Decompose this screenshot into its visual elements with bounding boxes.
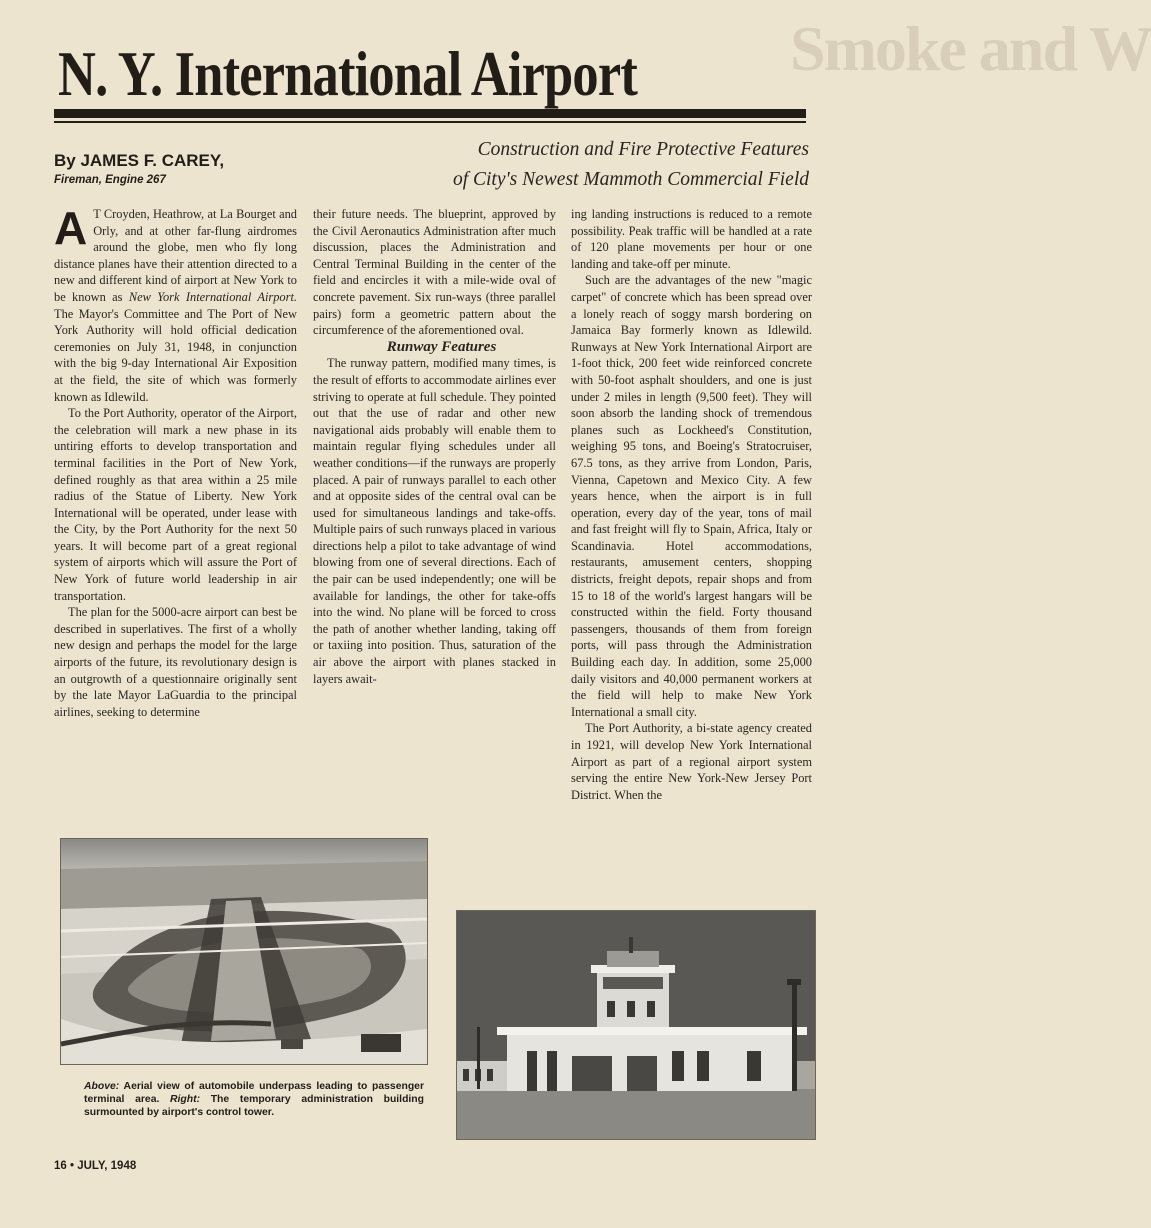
admin-building-photo-image — [457, 911, 815, 1139]
paragraph: To the Port Authority, operator of the Airport, the celebration will mark a new phase in its untiring efforts to develop transportation and terminal facilities in the Port of New York, defined roughly as that area within a 25 mile radius of the Statue of Liberty. New York International will be operated, under lease with the City, by the Port Authority for the next 50 years. It will become part of a great regional system of airports which will assure the Port of New York of future world leadership in air transportation. — [54, 406, 297, 603]
caption-above-label: Above: — [84, 1081, 120, 1092]
text-column-1 — [54, 202, 297, 818]
text-column-2 — [313, 206, 556, 846]
paragraph — [54, 202, 297, 405]
caption-right-text: The temporary administration building surmounted by airport's control tower. — [84, 1094, 424, 1119]
admin-building-photo — [456, 910, 816, 1140]
paragraph-text: T Croyden, Heathrow, at La Bourget and Orly, and at other far-flung airdromes around the globe, men who fly long distance planes have their attention directed to a new and different kind of airport at New York to be known as — [54, 207, 297, 304]
paragraph: Such are the advantages of the new "magic carpet" of concrete which has been spread over a lonely reach of soggy marsh bordering on Jamaica Bay formerly known as Idlewild. Runways at New York International Airport are 1-foot thick, 200 feet wide reinforced concrete with 50-foot asphalt shoulders, and one is just under 2 miles in length (9,500 feet). They will soon absorb the landing shock of tremendous planes such as Lockheed's Constitution, weighing 95 tons, and Boeing's Stratocruiser, 67.5 tons, as they arrive from London, Paris, Vienna, Capetown and Mexico City. A few years hence, when the airport is in full operation, every day of the year, tons of mail and fast freight will fly to Spain, Africa, Italy or Scandinavia. Hotel accommodations, restaurants, amusement centers, shopping districts, freight depots, repair shops and from 15 to 18 of the world's largest hangars will be constructed within the field. Forty thousand passengers, thousands of them from foreign ports, will pass through the Administration Building each day. In addition, some 25,000 daily visitors and 40,000 permanent workers at the field will help to make New York International a small city. — [571, 273, 812, 719]
paragraph: The Port Authority, a bi-state agency created in 1921, will develop New York International Airport as part of a regional airport system serving the entire New York-New Jersey Port District. When the — [571, 721, 812, 802]
paragraph: The runway pattern, modified many times, is the result of efforts to accommodate airlines ever striving to operate at full schedule. They pointed out that the use of radar and other new navigational aids probably will enable them to maintain regular flying schedules under all weather conditions—if the runways are properly placed. A pair of runways parallel to each other and at opposite sides of the central oval can be used for simultaneous landings and take-offs. Multiple pairs of such runways placed in various directions help a pilot to take advantage of wind blowing from one of several directions. Each of the pair can be used independently; one will be available for landings, the other for take-offs into the wind. No plane will be forced to cross the path of another whether landing, taking off or taxiing into position. Thus, saturation of the air above the airport with planes stacked in layers await- — [313, 356, 557, 686]
photo-caption — [84, 1080, 424, 1120]
article-subtitle — [389, 135, 809, 195]
paragraph-text: The Mayor's Committee and The Port of New York Authority will hold official dedication ceremonies on July 31, 1948, in conjunction with the big 9-day International Air Exposition at the field, the site of which was formerly known as Idlewild. — [54, 306, 297, 404]
text-column-3 — [571, 206, 812, 886]
paragraph: their future needs. The blueprint, approved by the Civil Aeronautics Administration after much discussion, places the Administration and Central Terminal Building in the center of the field and encircles it with a mile-wide oval of concrete pavement. Six run-ways (three parallel pairs) form a geometric pattern about the circumference of the aforementioned oval. — [313, 207, 556, 338]
subtitle-line-1: Construction and Fire Protective Features — [477, 139, 809, 160]
author-position: Fireman, Engine 267 — [54, 174, 166, 186]
aerial-photo — [60, 838, 428, 1065]
page-folio: 16 • JULY, 1948 — [54, 1160, 137, 1172]
airport-name-italic: New York International Airport. — [128, 289, 297, 304]
author-byline: By JAMES F. CAREY, — [54, 151, 225, 170]
paragraph: ing landing instructions is reduced to a remote possibility. Peak traffic will be handled at a rate of 120 plane movements per hour or one landing and take-off per minute. — [571, 207, 812, 271]
paragraph: The plan for the 5000-acre airport can best be described in superlatives. The first of a wholly new design and perhaps the model for the large airports of the future, its revolutionary design is an outgrowth of a questionnaire originally sent by the late Mayor LaGuardia to the principal airlines, seeking to determine — [54, 605, 297, 719]
next-page-bleed-title: Smoke and W — [790, 13, 1151, 84]
title-rule-thin — [54, 121, 806, 123]
subtitle-line-2: of City's Newest Mammoth Commercial Field — [452, 169, 809, 190]
section-heading: Runway Features — [386, 338, 497, 355]
drop-cap: A — [54, 202, 88, 254]
caption-above-text: Aerial view of automobile underpass leading to passenger terminal area. — [84, 1081, 424, 1106]
aerial-photo-image — [61, 839, 427, 1064]
caption-right-label: Right: — [170, 1094, 201, 1106]
title-rule-thick — [54, 109, 806, 118]
article-title: N. Y. International Airport — [58, 38, 637, 109]
